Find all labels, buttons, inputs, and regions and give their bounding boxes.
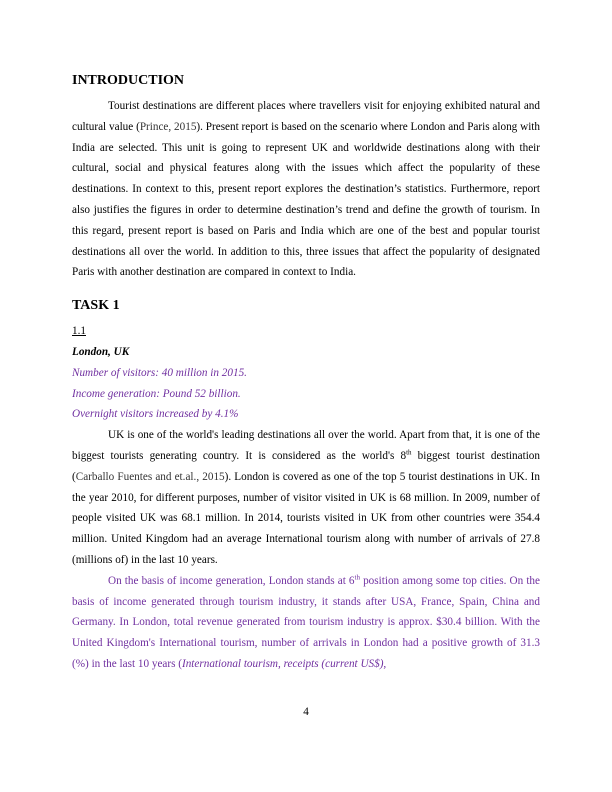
- introduction-paragraph: [72, 96, 540, 283]
- fact-visitors: Number of visitors: 40 million in 2015.: [72, 366, 247, 379]
- intro-text-1: Tourist destinations are different places where travellers visit for enjoying exhibited natural and cultural value (: [72, 100, 540, 133]
- section-number: 1.1: [72, 325, 86, 338]
- uk-text-3: ): [224, 470, 229, 483]
- uk-text-1: UK is one of the world's leading destinations all over the world. Apart from that, it is one of the biggest tourists generating country. It is considered as the world's 8: [72, 429, 540, 462]
- income-citation-italic: International tourism, receipts (current US$),: [181, 657, 387, 670]
- subheading-london: London, UK: [72, 345, 130, 358]
- document-page: [72, 64, 540, 675]
- ordinal-superscript-2: th: [354, 573, 360, 581]
- citation-carballo: Carballo Fuentes and et.al., 2015: [75, 470, 225, 483]
- fact-overnight: Overnight visitors increased by 4.1%: [72, 408, 239, 421]
- uk-text-4: . London is covered as one of the top 5 tourist destinations in UK. In the year 2010, for different purposes, number of visitor visited in UK is 68 million. In 2009, number of people visited UK was 68.1 million. In 2014, tourists visited in UK from other countries were 354.4 million. United Kingdom had an average International tourism along with number of arrivals of 27.8 (millions of) in the last 10 years.: [72, 470, 540, 566]
- task1-heading: TASK 1: [72, 298, 120, 314]
- citation-prince: Prince, 2015: [139, 120, 197, 133]
- income-paragraph: [72, 571, 540, 675]
- ordinal-superscript: th: [406, 448, 412, 457]
- income-text-1: On the basis of income generation, London stands at 6: [108, 574, 355, 587]
- income-text-2: position among some top cities. On the basis of income generated through tourism industry, it stands after USA, France, Spain, China and Germany. In London, total revenue generated from tourism industry is approx. $30.4 billion. With the United Kingdom's International tourism, number of arrivals in London had a positive growth of 31.3 (%) in the last 10 years (: [72, 574, 540, 670]
- fact-income: Income generation: Pound 52 billion.: [72, 387, 241, 400]
- uk-paragraph: [72, 425, 540, 571]
- page-number: 4: [303, 706, 309, 718]
- intro-text-2: ). Present report is based on the scenario where London and Paris along with India are selected. This unit is going to represent UK and worldwide destinations along with their cultural, social and physical features along with the issues which affect the popularity of these destinations. In context to this, present report explores the destination’s statistics. Furthermore, report also justifies the figures in order to determine destination’s trend and define the growth of tourism. In this regard, present report is based on Paris and India which are one of the best and popular tourist destinations all over the world. In addition to this, three issues that affect the popularity of designated Paris with another destination are compared in context to India.: [72, 120, 540, 279]
- uk-text-2: biggest tourist destination (: [72, 449, 540, 483]
- introduction-heading: INTRODUCTION: [72, 73, 185, 88]
